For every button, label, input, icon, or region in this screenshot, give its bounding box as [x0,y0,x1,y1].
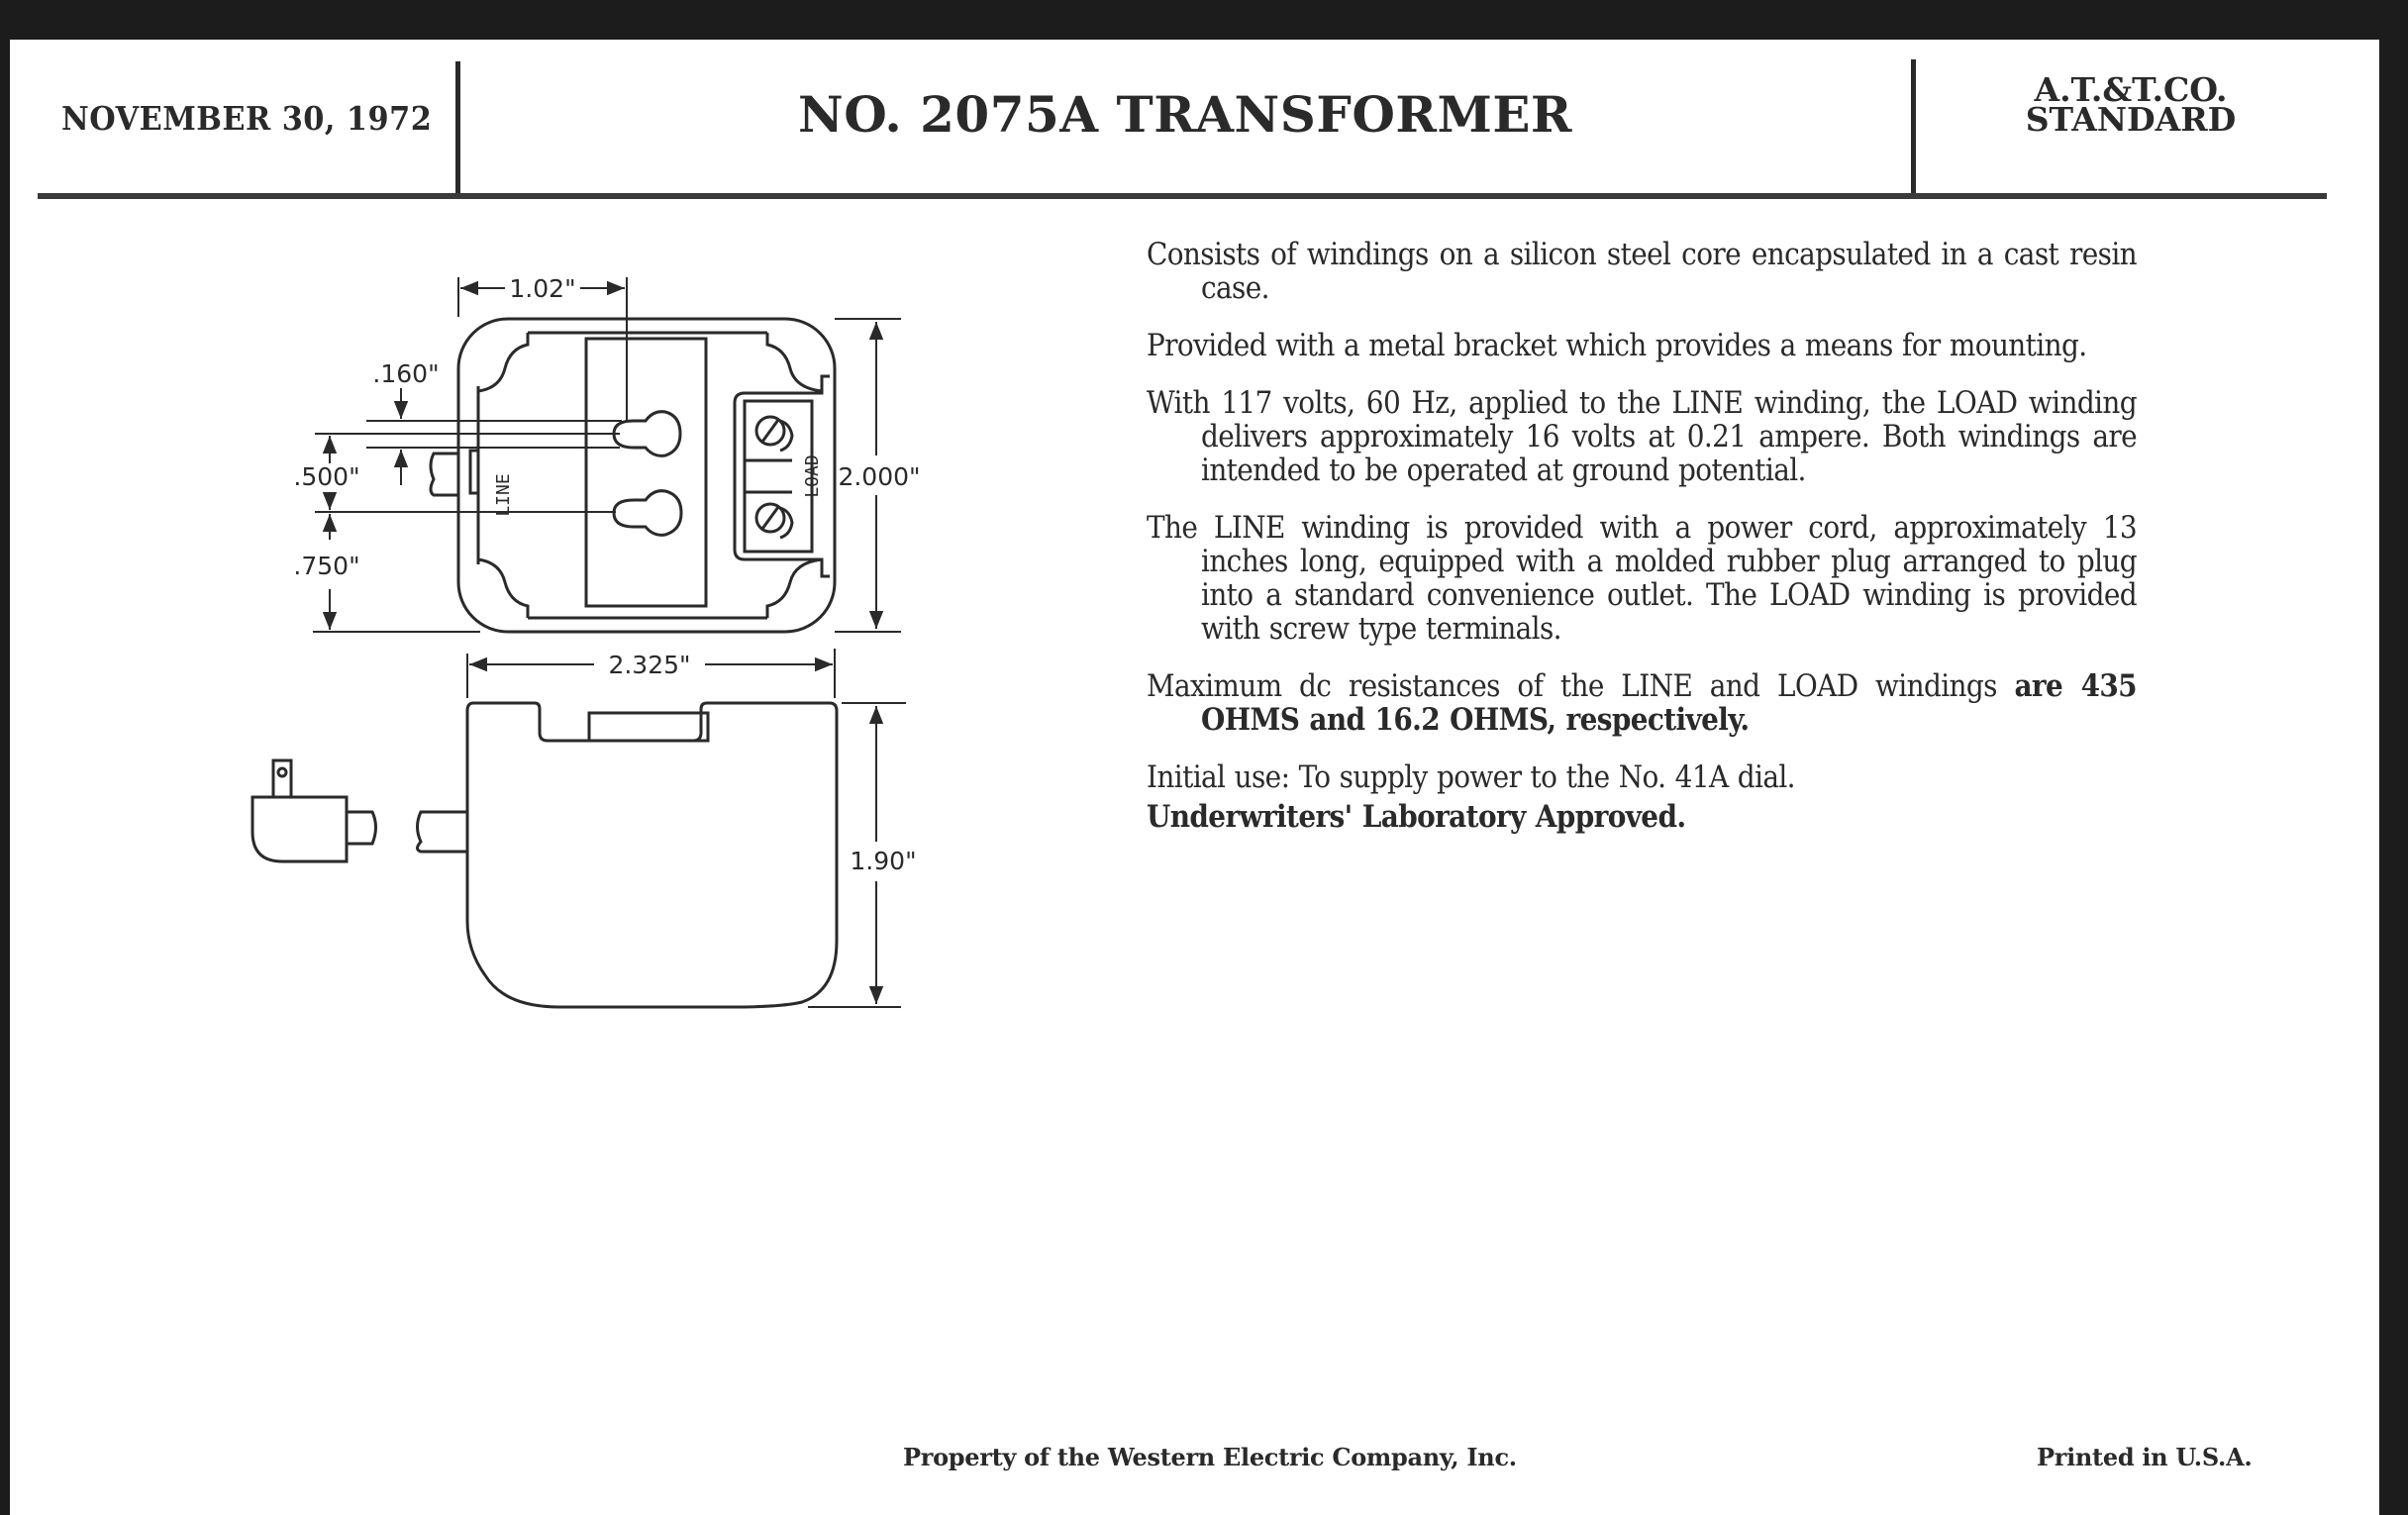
dim-label-750: .750" [293,552,360,580]
cord-stub-top-view [431,454,458,495]
keyhole-lower [614,491,681,536]
resistance-paragraph [1147,669,2137,737]
property-notice: Property of the Western Electric Company, Inc. [903,1443,1517,1471]
line-winding-label: LINE [493,473,514,517]
attachment-plug [252,797,347,861]
description [1147,238,2137,858]
dim-label-160: .160" [372,359,440,388]
dim-label-500: .500" [293,462,360,491]
initial-use: Initial use: To supply power to the No. 41A dial. [1147,759,1795,795]
standard-line-1: A.T.&T.CO. [2034,70,2228,109]
plug-cord [347,812,376,844]
dim-label-2-000: 2.000" [838,462,921,491]
cord-stub-side-view [418,812,468,852]
document-title: NO. 2075A TRANSFORMER [798,85,1572,144]
resistance-values: are 435 OHMS and 16.2 OHMS, respectively. [1201,668,2137,738]
bracket-tab-side-view [589,713,708,741]
standard-line-2: STANDARD [2025,100,2237,139]
resistance-lead: Maximum dc resistances of the LINE and LOAD windings [1147,668,1997,704]
corner-fillet-tr [767,333,822,391]
transformer-drawing [0,0,990,1089]
dim-label-2-325: 2.325" [608,651,691,679]
description-paragraph: The LINE winding is provided with a power cord, approximately 13 inches long, equipped with a molded rubber plug arranged to plug into a standard convenience outlet. The LOAD winding is provided with screw type terminals. [1147,510,2137,647]
keyhole-upper [614,412,680,456]
issue-date: NOVEMBER 30, 1972 [61,99,433,138]
plug-blade [273,760,291,797]
description-paragraph: With 117 volts, 60 Hz, applied to the LINE winding, the LOAD winding delivers approximately 16 volts at 0.21 ampere. Both windings are intended to be operated at ground potential. [1147,385,2137,488]
case-outline-side-view [467,703,837,1007]
corner-fillet-tl [478,333,528,391]
ul-approval: Underwriters' Laboratory Approved. [1147,799,1686,835]
description-paragraph: Consists of windings on a silicon steel core encapsulated in a cast resin case. [1147,237,2137,306]
mounting-plate [586,339,706,606]
corner-fillet-br [767,559,822,618]
case-outline-top-view [458,319,835,632]
standard-badge [1913,70,2349,139]
printed-notice: Printed in U.S.A. [2037,1443,2253,1471]
dim-label-1-02: 1.02" [509,274,576,303]
description-paragraph: Provided with a metal bracket which provides a means for mounting. [1147,328,2087,363]
corner-fillet-bl [478,559,528,618]
dim-label-1-90: 1.90" [850,847,917,875]
load-winding-label: LOAD [802,454,823,498]
